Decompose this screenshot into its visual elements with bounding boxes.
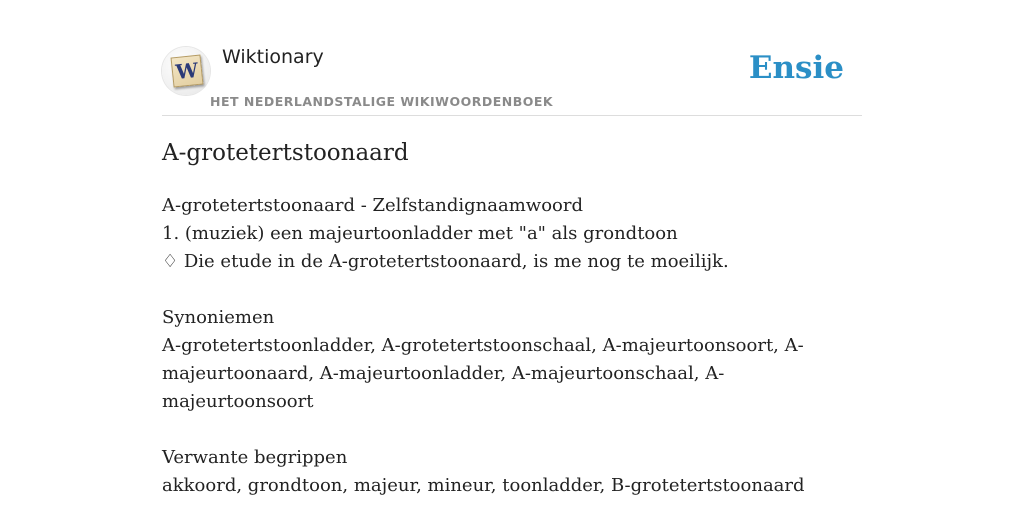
page-title: A-grotetertstoonaard [162,140,409,166]
site-name[interactable]: Wiktionary [222,46,324,68]
wiktionary-logo[interactable] [162,47,210,95]
related-list: akkoord, grondtoon, majeur, mineur, toonladder, B-grotetertstoonaard [162,475,805,496]
synonyms-list: A-grotetertstoonladder, A-grotetertstoonschaal, A-majeurtoonsoort, A-majeurtoonaard, A-majeurtoonladder, A-majeurtoonschaal, A-majeurtoonsoort [162,335,804,412]
spacer [162,276,862,304]
definition-text: 1. (muziek) een majeurtoonladder met "a" als grondtoon [162,223,678,244]
w-tile-icon: W [171,55,204,88]
entry-content [162,192,862,500]
definition-heading: A-grotetertstoonaard - Zelfstandignaamwoord [162,195,584,216]
page [162,0,862,512]
ensie-logo[interactable]: Ensie [748,50,844,86]
synonyms-heading: Synoniemen [162,307,275,328]
header-divider [162,115,862,116]
example-sentence: ♢ Die etude in de A-grotetertstoonaard, is me nog te moeilijk. [162,251,729,272]
site-header [162,0,862,116]
site-tagline: HET NEDERLANDSTALIGE WIKIWOORDENBOEK [210,94,554,109]
spacer [162,416,862,444]
related-heading: Verwante begrippen [162,447,348,468]
